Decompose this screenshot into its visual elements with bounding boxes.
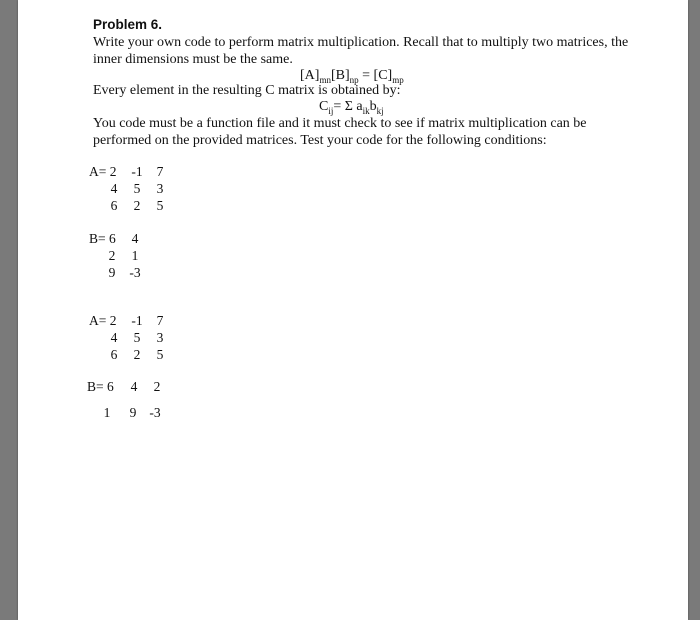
formula2-b-sub: kj bbox=[376, 105, 384, 116]
matrix-cell: -3 bbox=[149, 405, 161, 420]
matrix-cell: 4 bbox=[110, 330, 118, 345]
matrix-cell: 6 bbox=[110, 198, 118, 213]
matrix-b2-label: B= 6 bbox=[87, 379, 114, 394]
matrix-cell: 3 bbox=[156, 181, 164, 196]
matrix-cell: -1 bbox=[131, 164, 143, 179]
formula2-c-sub: ij bbox=[328, 105, 334, 116]
matrix-cell: 5 bbox=[156, 198, 164, 213]
matrix-cell: 5 bbox=[133, 181, 141, 196]
matrix-a2-label: A= 2 bbox=[89, 313, 117, 328]
matrix-cell: 9 bbox=[129, 405, 137, 420]
formula-a-sub: mn bbox=[319, 74, 331, 85]
matrix-cell: 9 bbox=[108, 265, 116, 280]
matrix-cell: 5 bbox=[156, 347, 164, 362]
every-element-line: Every element in the resulting C matrix is obtained by: bbox=[93, 83, 401, 98]
formula-b-sub: np bbox=[349, 74, 359, 85]
formula-c-sub: mp bbox=[392, 74, 404, 85]
problem-title: Problem 6. bbox=[93, 17, 163, 32]
matrix-cell: 2 bbox=[133, 347, 141, 362]
matrix-b1-label: B= 6 bbox=[89, 231, 116, 246]
matrix-cell: 1 bbox=[131, 248, 139, 263]
intro-line-2: inner dimensions must be the same. bbox=[93, 52, 293, 67]
matrix-cell: 4 bbox=[130, 379, 138, 394]
matrix-cell: 7 bbox=[156, 164, 164, 179]
matrix-cell: 6 bbox=[110, 347, 118, 362]
formula-eq: = bbox=[358, 68, 374, 83]
matrix-cell: -3 bbox=[129, 265, 141, 280]
formula-c: [C] bbox=[373, 68, 393, 83]
formula-a: [A] bbox=[300, 68, 320, 83]
matrix-cell: 2 bbox=[108, 248, 116, 263]
matrix-cell: 5 bbox=[133, 330, 141, 345]
formula-b: [B] bbox=[330, 68, 350, 83]
matrix-cell: 4 bbox=[131, 231, 139, 246]
intro-line-1: Write your own code to perform matrix multiplication. Recall that to multiply two matrices, the bbox=[93, 35, 629, 50]
element-formula bbox=[319, 99, 384, 116]
matrix-cell: 4 bbox=[110, 181, 118, 196]
matrix-cell: 1 bbox=[103, 405, 111, 420]
matrix-a1-label: A= 2 bbox=[89, 164, 117, 179]
document-page bbox=[18, 0, 688, 620]
matrix-cell: 3 bbox=[156, 330, 164, 345]
matrix-cell: 2 bbox=[153, 379, 161, 394]
matrix-cell: -1 bbox=[131, 313, 143, 328]
formula2-a-sub: ik bbox=[362, 105, 370, 116]
formula2-b: b bbox=[369, 99, 377, 114]
requirements-line-2: performed on the provided matrices. Test your code for the following conditions: bbox=[93, 133, 547, 148]
formula2-eq: = Σ a bbox=[333, 99, 363, 114]
matrix-cell: 2 bbox=[133, 198, 141, 213]
matrix-cell: 7 bbox=[156, 313, 164, 328]
requirements-line-1: You code must be a function file and it must check to see if matrix multiplication can be bbox=[93, 116, 587, 131]
formula2-c: C bbox=[319, 99, 329, 114]
